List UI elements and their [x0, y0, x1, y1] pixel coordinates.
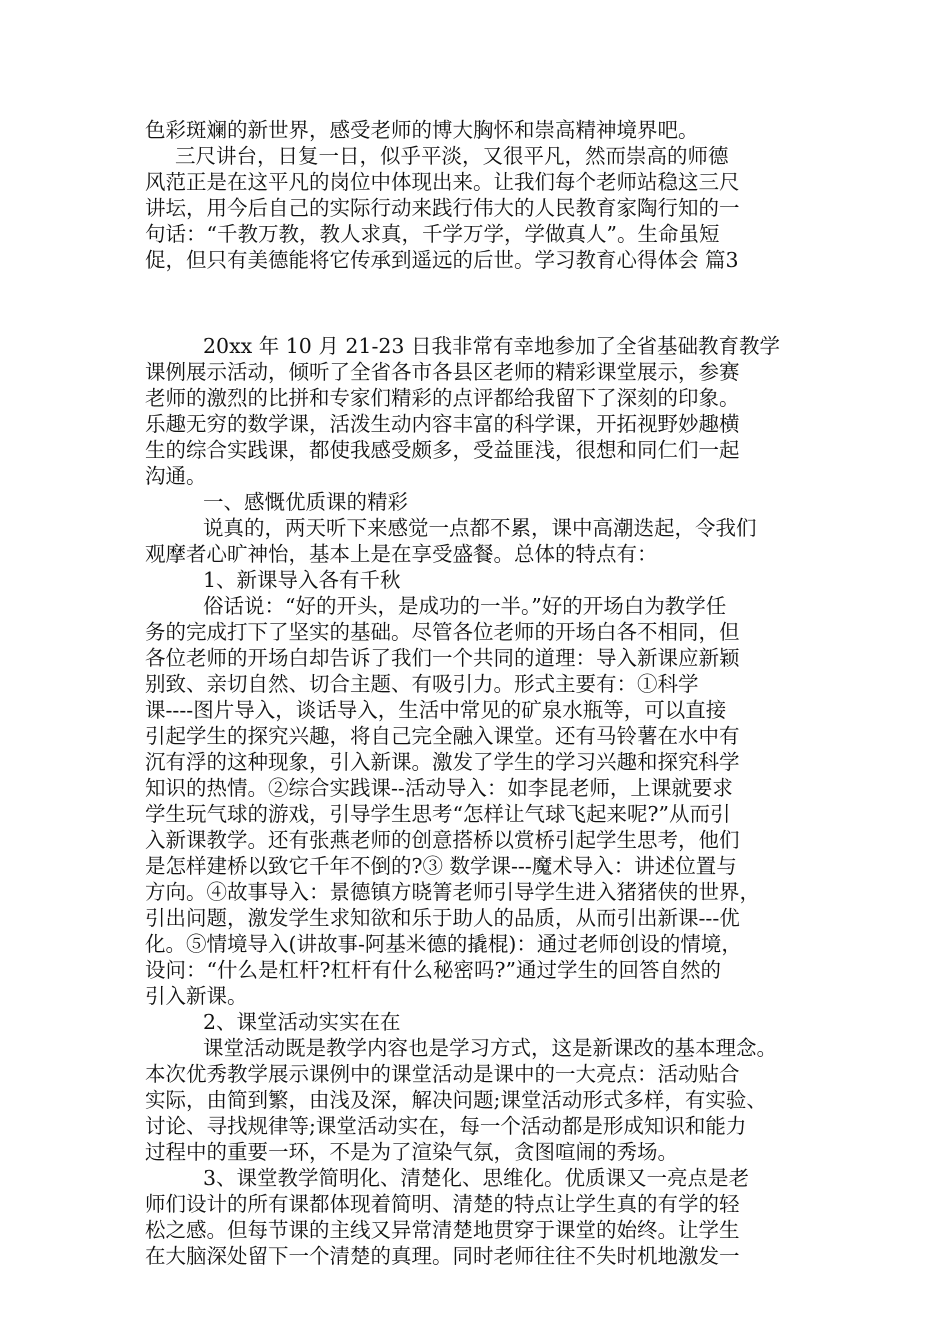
- text-line: 各位老师的开场白却告诉了我们一个共同的道理：导入新课应新颖: [145, 646, 740, 670]
- section-heading: 一、感慨优质课的精彩: [203, 490, 408, 514]
- text-line: 学生玩气球的游戏，引导学生思考“怎样让气球飞起来呢?”从而引: [145, 802, 731, 826]
- text-line: 务的完成打下了坚实的基础。尽管各位老师的开场白各不相同，但: [145, 620, 740, 644]
- text-line: 在大脑深处留下一个清楚的真理。同时老师往往不失时机地激发一: [145, 1244, 740, 1268]
- paragraph-start: 三尺讲台，日复一日，似乎平淡，又很平凡，然而崇高的师德: [175, 144, 729, 168]
- text-line: 课----图片导入，谈话导入，生活中常见的矿泉水瓶等，可以直接: [145, 698, 727, 722]
- section-gap: [145, 273, 825, 333]
- subsection-heading: 1、新课导入各有千秋: [203, 568, 401, 592]
- text-line: 色彩斑斓的新世界，感受老师的博大胸怀和崇高精神境界吧。: [145, 118, 699, 142]
- text-line: 老师的激烈的比拼和专家们精彩的点评都给我留下了深刻的印象。: [145, 386, 740, 410]
- text-line: 乐趣无穷的数学课，活泼生动内容丰富的科学课，开拓视野妙趣横: [145, 412, 740, 436]
- text-line: 讲坛，用今后自己的实际行动来践行伟大的人民教育家陶行知的一: [145, 196, 740, 220]
- text-line: 句话：“千教万教，教人求真，千学万学，学做真人”。生命虽短: [145, 222, 720, 246]
- document-page: [145, 117, 825, 1269]
- paragraph-start: 20xx 年 10 月 21-23 日我非常有幸地参加了全省基础教育教学: [203, 334, 780, 358]
- text-line: 引入新课。: [145, 984, 248, 1008]
- text-line: 是怎样建桥以致它千年不倒的?③ 数学课---魔术导入：讲述位置与: [145, 854, 737, 878]
- text-line: 方向。④故事导入：景德镇方晓箐老师引导学生进入猪猪侠的世界，: [145, 880, 760, 904]
- subsection-heading: 2、课堂活动实实在在: [203, 1010, 401, 1034]
- paragraph-start: 课堂活动既是教学内容也是学习方式，这是新课改的基本理念。: [203, 1036, 777, 1060]
- text-line: 实际，由简到繁，由浅及深，解决问题;课堂活动形式多样，有实验、: [145, 1088, 767, 1112]
- text-line: 知识的热情。②综合实践课--活动导入：如李昆老师，上课就要求: [145, 776, 733, 800]
- text-line: 引出问题，激发学生求知欲和乐于助人的品质，从而引出新课---优: [145, 906, 740, 930]
- text-line: 本次优秀教学展示课例中的课堂活动是课中的一大亮点：活动贴合: [145, 1062, 740, 1086]
- text-line: 生的综合实践课，都使我感受颇多，受益匪浅，很想和同仁们一起: [145, 438, 740, 462]
- text-line: 风范正是在这平凡的岗位中体现出来。让我们每个老师站稳这三尺: [145, 170, 740, 194]
- text-line: 入新课教学。还有张燕老师的创意搭桥以赏桥引起学生思考，他们: [145, 828, 740, 852]
- text-line: 设问：“什么是杠杆?杠杆有什么秘密吗?”通过学生的回答自然的: [145, 958, 721, 982]
- text-line: 别致、亲切自然、切合主题、有吸引力。形式主要有：①科学: [145, 672, 699, 696]
- text-line: 过程中的重要一环，不是为了渲染气氛，贪图喧闹的秀场。: [145, 1140, 678, 1164]
- text-line: 课例展示活动，倾听了全省各市各县区老师的精彩课堂展示，参赛: [145, 360, 740, 384]
- text-line: 沉有浮的这种现象，引入新课。激发了学生的学习兴趣和探究科学: [145, 750, 740, 774]
- text-line: 松之感。但每节课的主线又异常清楚地贯穿于课堂的始终。让学生: [145, 1218, 740, 1242]
- text-line: 讨论、寻找规律等;课堂活动实在，每一个活动都是形成知识和能力: [145, 1114, 747, 1138]
- paragraph-start: 说真的，两天听下来感觉一点都不累，课中高潮迭起，令我们: [203, 516, 757, 540]
- text-line: 引起学生的探究兴趣，将自己完全融入课堂。还有马铃薯在水中有: [145, 724, 740, 748]
- paragraph-start: 俗话说：“好的开头，是成功的一半。”好的开场白为教学任: [203, 594, 727, 618]
- text-line: 沟通。: [145, 464, 207, 488]
- text-line: 促，但只有美德能将它传承到遥远的后世。学习教育心得体会 篇3: [145, 248, 739, 272]
- subsection-heading: 3、课堂教学简明化、清楚化、思维化。优质课又一亮点是老: [203, 1166, 750, 1190]
- text-line: 化。⑤情境导入(讲故事-阿基米德的撬棍)：通过老师创设的情境，: [145, 932, 742, 956]
- text-line: 师们设计的所有课都体现着简明、清楚的特点让学生真的有学的轻: [145, 1192, 740, 1216]
- text-line: 观摩者心旷神怡，基本上是在享受盛餐。总体的特点有：: [145, 542, 658, 566]
